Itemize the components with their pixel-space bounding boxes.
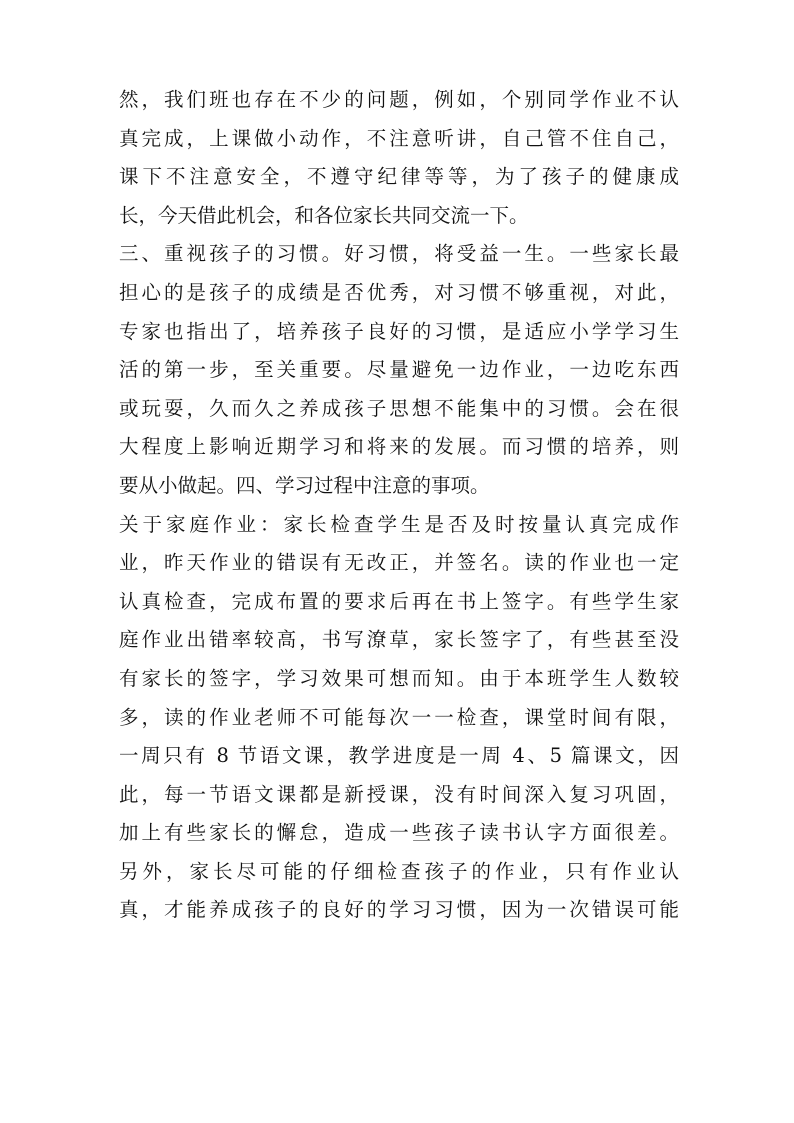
text-line: 三、重视孩子的习惯。好习惯，将受益一生。一些家长最 [119, 242, 679, 266]
paragraph [119, 506, 679, 931]
text-line: 庭作业出错率较高，书写潦草，家长签字了，有些甚至没 [119, 628, 679, 652]
text-line: 然，我们班也存在不少的问题，例如，个别同学作业不认 [119, 88, 679, 111]
text-line: 此，每一节语文课都是新授课，没有时间深入复习巩固， [119, 782, 679, 806]
text-line: 要从小做起。四、学习过程中注意的事项。 [119, 473, 490, 497]
text-line: 关于家庭作业：家长检查学生是否及时按量认真完成作 [119, 512, 679, 536]
text-line: 或玩耍，久而久之养成孩子思想不能集中的习惯。会在很 [119, 396, 679, 420]
text-line: 真，才能养成孩子的良好的学习习惯，因为一次错误可能 [119, 898, 679, 922]
text-line: 有家长的签字，学习效果可想而知。由于本班学生人数较 [119, 666, 679, 690]
body-text [119, 81, 679, 930]
text-line: 加上有些家长的懈怠，造成一些孩子读书认字方面很差。 [119, 821, 679, 845]
text-line: 专家也指出了，培养孩子良好的习惯，是适应小学学习生 [119, 319, 679, 343]
text-line: 另外，家长尽可能的仔细检查孩子的作业，只有作业认 [119, 859, 679, 883]
text-line: 真完成，上课做小动作，不注意听讲，自己管不住自己， [119, 126, 679, 150]
text-line: 担心的是孩子的成绩是否优秀，对习惯不够重视，对此， [119, 280, 679, 304]
text-line: 大程度上影响近期学习和将来的发展。而习惯的培养，则 [119, 435, 679, 459]
paragraph [119, 235, 679, 505]
text-line: 课下不注意安全，不遵守纪律等等，为了孩子的健康成 [119, 165, 679, 189]
text-line: 认真检查，完成布置的要求后再在书上签字。有些学生家 [119, 589, 679, 613]
text-line: 活的第一步，至关重要。尽量避免一边作业，一边吃东西 [119, 358, 679, 382]
text-line: 长，今天借此机会，和各位家长共同交流一下。 [119, 203, 529, 227]
text-line: 多，读的作业老师不可能每次一一检查，课堂时间有限， [119, 705, 679, 729]
text-line: 一周只有 8 节语文课，教学进度是一周 4、5 篇课文，因 [119, 744, 679, 768]
text-line: 业，昨天作业的错误有无改正，并签名。读的作业也一定 [119, 551, 679, 575]
paragraph [119, 81, 679, 235]
